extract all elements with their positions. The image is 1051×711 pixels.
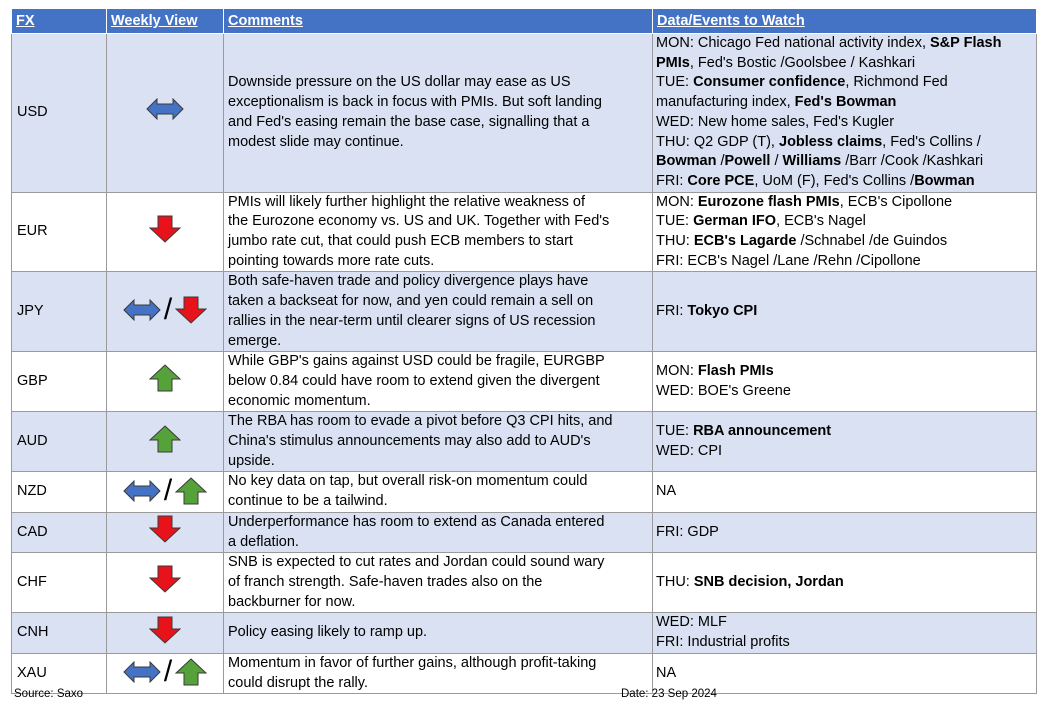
event-line [656, 442, 1032, 462]
event-text: , ECB's Cipollone [839, 193, 953, 210]
weekly-view-cell [107, 272, 224, 352]
event-line [656, 573, 1032, 593]
comment-line: Downside pressure on the US dollar may ease as US [228, 74, 571, 91]
table-row [12, 412, 1037, 472]
event-highlight: Bowman [656, 153, 717, 170]
event-text: FRI: ECB's Nagel /Lane /Rehn /Cipollone [656, 252, 921, 269]
table-row [12, 352, 1037, 412]
left-right-arrow-icon [123, 299, 161, 321]
weekly-view-icons [149, 565, 181, 593]
event-highlight: Powell [724, 153, 771, 170]
weekly-view-icons [123, 657, 207, 687]
slash-separator: / [163, 473, 173, 507]
comment-cell [224, 192, 653, 272]
comment-line: emerge. [228, 332, 282, 349]
comment-line: and Fed's easing remain the base case, signalling that a [228, 113, 590, 130]
comment-line: of franch strength. Safe-haven trades also on the [228, 573, 543, 590]
weekly-view-icons [149, 425, 181, 453]
header-comments: Comments [224, 9, 653, 34]
event-highlight: PMIs [656, 54, 690, 71]
event-text: NA [656, 483, 677, 500]
comment-line: continue to be a tailwind. [228, 493, 388, 510]
event-line [656, 232, 1032, 252]
weekly-view-cell [107, 553, 224, 613]
event-line [656, 664, 1032, 684]
fx-weekly-table [11, 8, 1037, 694]
comment-line: could disrupt the rally. [228, 674, 368, 691]
comment-line: upside. [228, 452, 275, 469]
event-line [656, 252, 1032, 272]
down-arrow-icon [149, 515, 181, 543]
events-cell [653, 613, 1037, 653]
event-line [656, 362, 1032, 382]
event-line [656, 172, 1032, 192]
event-text: / [716, 153, 725, 170]
events-cell [653, 412, 1037, 472]
weekly-view-icons [149, 616, 181, 644]
event-line [656, 422, 1032, 442]
event-line [656, 633, 1032, 653]
header-weekly-view: Weekly View [107, 9, 224, 34]
comment-line: SNB is expected to cut rates and Jordan could sound wary [228, 554, 605, 571]
event-highlight: Flash PMIs [697, 363, 774, 380]
header-fx: FX [12, 9, 107, 34]
weekly-view-icons [123, 295, 207, 325]
down-arrow-icon [149, 565, 181, 593]
event-text: WED: MLF [656, 614, 727, 631]
comment-cell [224, 553, 653, 613]
event-line [656, 482, 1032, 502]
comment-line: below 0.84 could have room to extend given the divergent [228, 372, 600, 389]
fx-code: CHF [12, 553, 107, 613]
event-text: TUE: [656, 74, 694, 91]
slash-separator: / [163, 655, 173, 689]
events-cell [653, 553, 1037, 613]
event-highlight: SNB decision, Jordan [693, 573, 844, 590]
comment-cell [224, 512, 653, 552]
event-text: FRI: [656, 172, 688, 189]
comment-line: While GBP's gains against USD could be fragile, EURGBP [228, 353, 605, 370]
fx-code: CNH [12, 613, 107, 653]
weekly-view-cell [107, 412, 224, 472]
event-highlight: Core PCE [687, 172, 755, 189]
comment-line: The RBA has room to evade a pivot before Q3 CPI hits, and [228, 413, 613, 430]
event-text: , Richmond Fed [845, 74, 948, 91]
table-row [12, 553, 1037, 613]
event-line [656, 113, 1032, 133]
weekly-view-cell [107, 192, 224, 272]
up-arrow-icon [175, 477, 207, 505]
event-highlight: RBA announcement [693, 423, 832, 440]
event-line [656, 302, 1032, 322]
comment-cell [224, 272, 653, 352]
header-events: Data/Events to Watch [653, 9, 1037, 34]
comment-line: rallies in the near-term until clearer signs of US recession [228, 312, 596, 329]
event-line [656, 523, 1032, 543]
event-highlight: Williams [782, 153, 842, 170]
event-line [656, 152, 1032, 172]
comment-cell [224, 472, 653, 512]
event-line [656, 613, 1032, 633]
event-text: FRI: GDP [656, 523, 719, 540]
comment-line: backburner for now. [228, 593, 356, 610]
event-text: , UoM (F), Fed's Collins / [754, 172, 915, 189]
comment-line: Policy easing likely to ramp up. [228, 624, 428, 641]
weekly-view-icons [149, 515, 181, 543]
down-arrow-icon [175, 296, 207, 324]
event-line [656, 93, 1032, 113]
event-text: MON: [656, 363, 698, 380]
weekly-view-cell [107, 512, 224, 552]
table-row [12, 272, 1037, 352]
event-text: , Fed's Collins / [882, 133, 981, 150]
event-text: FRI: [656, 302, 688, 319]
events-cell [653, 34, 1037, 193]
event-highlight: Fed's Bowman [794, 94, 897, 111]
comment-cell [224, 653, 653, 693]
event-highlight: ECB's Lagarde [693, 233, 797, 250]
table-body [12, 34, 1037, 694]
event-highlight: Jobless claims [779, 133, 883, 150]
events-cell [653, 472, 1037, 512]
event-highlight: Eurozone flash PMIs [697, 193, 840, 210]
date-note: Date: 23 Sep 2024 [621, 688, 717, 700]
event-highlight: Tokyo CPI [687, 302, 758, 319]
event-text: manufacturing index, [656, 94, 795, 111]
slash-separator: / [163, 293, 173, 327]
fx-code: USD [12, 34, 107, 193]
comment-cell [224, 352, 653, 412]
event-text: /Barr /Cook /Kashkari [841, 153, 984, 170]
left-right-arrow-icon [123, 480, 161, 502]
comment-line: exceptionalism is back in focus with PMIs. But soft landing [228, 94, 602, 111]
weekly-view-cell [107, 653, 224, 693]
event-text: THU: [656, 233, 694, 250]
table-row [12, 34, 1037, 193]
comment-line: taken a backseat for now, and yen could remain a sell on [228, 293, 594, 310]
comment-cell [224, 613, 653, 653]
event-text: MON: [656, 193, 698, 210]
weekly-view-icons [123, 473, 207, 507]
event-text: THU: Q2 GDP (T), [656, 133, 779, 150]
comment-line: Both safe-haven trade and policy divergence plays have [228, 273, 589, 290]
event-text: /Schnabel /de Guindos [796, 233, 948, 250]
event-text: THU: [656, 573, 694, 590]
source-note: Source: Saxo [14, 688, 84, 700]
event-text: WED: New home sales, Fed's Kugler [656, 113, 895, 130]
table-row [12, 472, 1037, 512]
event-text: FRI: Industrial profits [656, 634, 790, 651]
event-line [656, 73, 1032, 93]
comment-cell [224, 34, 653, 193]
event-highlight: Bowman [914, 172, 975, 189]
comment-line: a deflation. [228, 533, 299, 550]
events-cell [653, 192, 1037, 272]
fx-code: GBP [12, 352, 107, 412]
event-text: , ECB's Nagel [776, 213, 866, 230]
event-highlight: Consumer confidence [693, 74, 846, 91]
comment-line: No key data on tap, but overall risk-on momentum could [228, 473, 588, 490]
table-row [12, 192, 1037, 272]
fx-code: NZD [12, 472, 107, 512]
weekly-view-cell [107, 34, 224, 193]
fx-code: XAU [12, 653, 107, 693]
comment-line: Momentum in favor of further gains, although profit-taking [228, 654, 597, 671]
events-cell [653, 272, 1037, 352]
event-line [656, 133, 1032, 153]
event-text: MON: Chicago Fed national activity index, [656, 35, 931, 51]
down-arrow-icon [149, 215, 181, 243]
fx-code: JPY [12, 272, 107, 352]
event-line [656, 34, 1032, 54]
event-text: , Fed's Bostic /Goolsbee / Kashkari [689, 54, 916, 71]
comment-line: pointing towards more rate cuts. [228, 252, 435, 269]
header-row [12, 9, 1037, 34]
event-text: / [770, 153, 783, 170]
comment-line: jumbo rate cut, that could push ECB members to start [228, 233, 573, 250]
comment-line: China's stimulus announcements may also add to AUD's [228, 433, 591, 450]
weekly-view-icons [149, 215, 181, 243]
comment-line: modest slide may continue. [228, 133, 404, 150]
comment-line: economic momentum. [228, 392, 371, 409]
up-arrow-icon [149, 364, 181, 392]
comment-line: PMIs will likely further highlight the relative weakness of [228, 193, 586, 210]
events-cell [653, 352, 1037, 412]
left-right-arrow-icon [146, 98, 184, 120]
event-text: NA [656, 664, 677, 681]
events-cell [653, 512, 1037, 552]
event-line [656, 382, 1032, 402]
left-right-arrow-icon [123, 661, 161, 683]
weekly-view-icons [149, 364, 181, 392]
comment-line: the Eurozone economy vs. US and UK. Together with Fed's [228, 213, 610, 230]
weekly-view-cell [107, 472, 224, 512]
comment-cell [224, 412, 653, 472]
event-text: WED: CPI [656, 442, 723, 459]
event-line [656, 212, 1032, 232]
comment-line: Underperformance has room to extend as Canada entered [228, 513, 605, 530]
table-row [12, 653, 1037, 693]
up-arrow-icon [175, 658, 207, 686]
up-arrow-icon [149, 425, 181, 453]
event-text: WED: BOE's Greene [656, 382, 791, 399]
table-row [12, 613, 1037, 653]
weekly-view-icons [146, 98, 184, 120]
event-line [656, 54, 1032, 74]
weekly-view-cell [107, 613, 224, 653]
event-line [656, 193, 1032, 213]
event-text: TUE: [656, 423, 694, 440]
event-highlight: German IFO [693, 213, 777, 230]
fx-code: AUD [12, 412, 107, 472]
event-highlight: S&P Flash [930, 35, 1002, 51]
down-arrow-icon [149, 616, 181, 644]
fx-code: EUR [12, 192, 107, 272]
weekly-view-cell [107, 352, 224, 412]
fx-code: CAD [12, 512, 107, 552]
table-row [12, 512, 1037, 552]
event-text: TUE: [656, 213, 694, 230]
